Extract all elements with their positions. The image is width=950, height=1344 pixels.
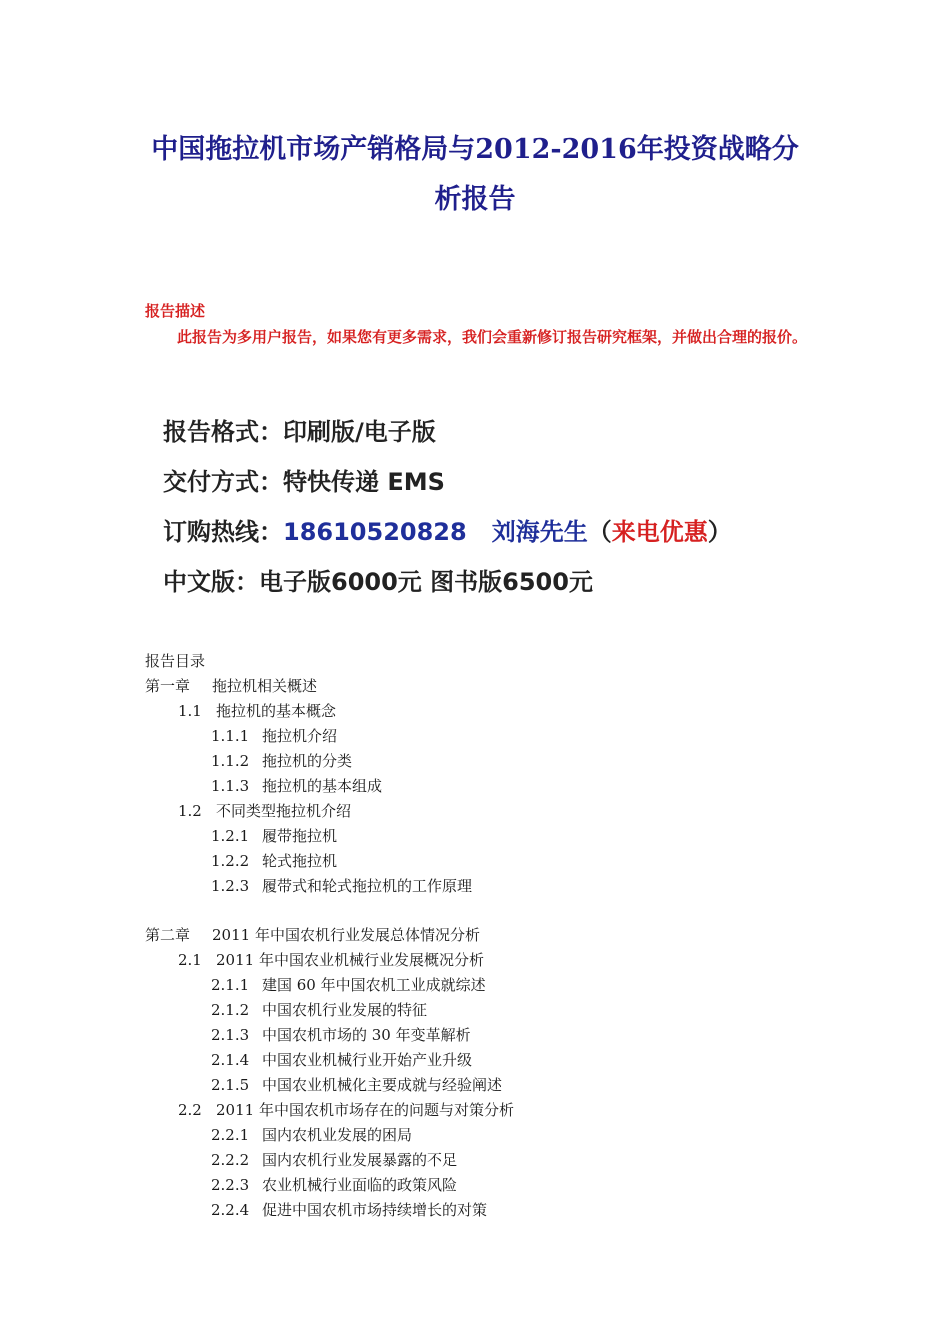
toc-subsection: 2.2.4 促进中国农机市场持续增长的对策 [211,1201,488,1219]
toc-subsection: 2.1.5 中国农业机械化主要成就与经验阐述 [211,1076,503,1094]
delivery-row [163,462,445,497]
price-value: 电子版6000元 图书版6500元 [259,568,593,596]
description-text: 此报告为多用户报告，如果您有更多需求，我们会重新修订报告研究框架，并做出合理的报价。 [177,328,808,346]
toc-subsection: 1.2.3 履带式和轮式拖拉机的工作原理 [211,877,473,895]
format-label: 报告格式： [163,418,283,446]
toc-subsection: 2.2.1 国内农机业发展的困局 [211,1126,413,1144]
toc-subsection: 1.2.1 履带拖拉机 [211,827,338,845]
hotline-number: 18610520828 [283,518,467,546]
toc-subsection: 1.1.3 拖拉机的基本组成 [211,777,383,795]
toc-heading: 报告目录 [145,652,206,670]
toc-subsection: 2.1.1 建国 60 年中国农机工业成就综述 [211,976,486,994]
report-title-line1: 中国拖拉机市场产销格局与2012-2016年投资战略分 [151,134,799,165]
hotline-note-open: （ [587,518,612,546]
toc-subsection: 1.1.2 拖拉机的分类 [211,752,353,770]
description-heading: 报告描述 [145,302,206,320]
toc-subsection: 1.1.1 拖拉机介绍 [211,727,338,745]
format-row [163,412,436,447]
toc-chapter: 第一章 拖拉机相关概述 [145,677,318,695]
delivery-value: 特快传递 EMS [283,468,445,496]
hotline-note-close: ） [707,518,732,546]
toc-subsection: 1.2.2 轮式拖拉机 [211,852,338,870]
hotline-row [163,512,732,547]
hotline-note: 来电优惠 [611,518,708,546]
price-label: 中文版： [163,568,259,596]
toc-subsection: 2.1.3 中国农机市场的 30 年变革解析 [211,1026,471,1044]
toc-section: 2.2 2011 年中国农机市场存在的问题与对策分析 [178,1101,514,1119]
hotline-label: 订购热线： [163,518,283,546]
toc-section: 1.2 不同类型拖拉机介绍 [178,802,352,820]
toc-subsection: 2.2.3 农业机械行业面临的政策风险 [211,1176,458,1194]
hotline-contact: 刘海先生 [491,518,588,546]
toc-chapter: 第二章 2011 年中国农机行业发展总体情况分析 [145,926,480,944]
toc-subsection: 2.2.2 国内农机行业发展暴露的不足 [211,1151,458,1169]
toc-section: 2.1 2011 年中国农业机械行业发展概况分析 [178,951,484,969]
report-title-line2: 析报告 [434,184,516,215]
delivery-label: 交付方式： [163,468,283,496]
toc-section: 1.1 拖拉机的基本概念 [178,702,337,720]
toc-subsection: 2.1.4 中国农业机械行业开始产业升级 [211,1051,473,1069]
toc-subsection: 2.1.2 中国农机行业发展的特征 [211,1001,428,1019]
format-value: 印刷版/电子版 [283,418,436,446]
price-row [163,562,593,597]
